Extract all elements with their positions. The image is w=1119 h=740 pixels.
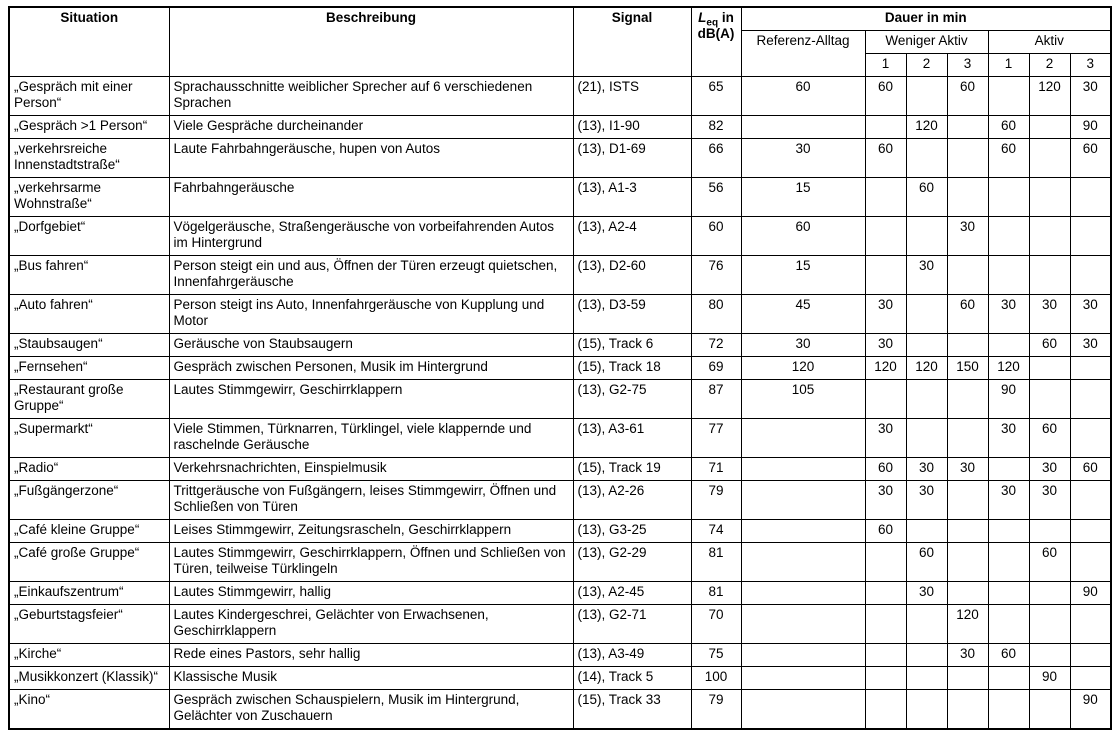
referenz-alltag-cell [741,605,865,644]
aktiv-3-cell [1070,520,1111,543]
weniger-aktiv-1-cell: 120 [865,357,906,380]
aktiv-3-cell: 90 [1070,582,1111,605]
referenz-alltag-cell [741,116,865,139]
aktiv-3-cell: 90 [1070,116,1111,139]
weniger-aktiv-1-cell [865,217,906,256]
aktiv-2-cell: 90 [1029,667,1070,690]
signal-cell: (13), D1-69 [573,139,691,178]
weniger-aktiv-1-cell: 30 [865,295,906,334]
aktiv-3-cell [1070,357,1111,380]
aktiv-3-cell [1070,380,1111,419]
beschreibung-cell: Vögelgeräusche, Straßengeräusche von vorbeifahrenden Autos im Hintergrund [169,217,573,256]
aktiv-1-cell: 30 [988,481,1029,520]
aktiv-2-cell: 30 [1029,481,1070,520]
aktiv-2-cell [1029,690,1070,730]
aktiv-3-cell [1070,667,1111,690]
col-header-signal: Signal [573,7,691,77]
aktiv-1-cell: 60 [988,139,1029,178]
signal-cell: (13), A1-3 [573,178,691,217]
signal-cell: (13), G2-75 [573,380,691,419]
leq-cell: 79 [691,481,741,520]
aktiv-3-cell [1070,217,1111,256]
aktiv-2-cell: 30 [1029,458,1070,481]
col-header-weniger-aktiv: Weniger Aktiv [865,31,988,54]
aktiv-2-cell [1029,357,1070,380]
weniger-aktiv-3-cell: 30 [947,644,988,667]
signal-cell: (13), A2-26 [573,481,691,520]
referenz-alltag-cell [741,419,865,458]
weniger-aktiv-2-cell [906,419,947,458]
col-header-beschreibung: Beschreibung [169,7,573,77]
aktiv-3-cell [1070,419,1111,458]
weniger-aktiv-2-cell: 60 [906,178,947,217]
weniger-aktiv-2-cell [906,295,947,334]
aktiv-3-cell: 30 [1070,334,1111,357]
weniger-aktiv-2-cell [906,520,947,543]
situation-cell: „verkehrsarme Wohnstraße“ [9,178,169,217]
aktiv-3-cell: 30 [1070,77,1111,116]
leq-unit: dB(A) [697,26,735,41]
beschreibung-cell: Fahrbahngeräusche [169,178,573,217]
beschreibung-cell: Lautes Stimmgewirr, hallig [169,582,573,605]
beschreibung-cell: Rede eines Pastors, sehr hallig [169,644,573,667]
table-row [9,116,1111,139]
referenz-alltag-cell: 120 [741,357,865,380]
weniger-aktiv-2-cell: 60 [906,543,947,582]
table-row [9,139,1111,178]
table-row [9,178,1111,217]
table-row [9,334,1111,357]
referenz-alltag-cell [741,582,865,605]
referenz-alltag-cell [741,690,865,730]
leq-cell: 77 [691,419,741,458]
referenz-alltag-cell: 30 [741,334,865,357]
situation-cell: „Restaurant große Gruppe“ [9,380,169,419]
leq-cell: 74 [691,520,741,543]
col-header-leq [691,7,741,77]
weniger-aktiv-2-cell [906,380,947,419]
aktiv-1-cell: 30 [988,295,1029,334]
col-header-referenz-alltag: Referenz-Alltag [741,31,865,77]
situation-cell: „Staubsaugen“ [9,334,169,357]
aktiv-1-cell [988,582,1029,605]
col-header-situation: Situation [9,7,169,77]
weniger-aktiv-1-cell: 60 [865,520,906,543]
signal-cell: (13), D2-60 [573,256,691,295]
leq-in-text: in [718,10,734,25]
col-header-aktiv: Aktiv [988,31,1111,54]
weniger-aktiv-2-cell [906,139,947,178]
leq-cell: 80 [691,295,741,334]
weniger-aktiv-2-cell [906,334,947,357]
weniger-aktiv-3-cell [947,178,988,217]
weniger-aktiv-3-cell: 30 [947,217,988,256]
situation-cell: „Café große Gruppe“ [9,543,169,582]
weniger-aktiv-2-cell: 30 [906,458,947,481]
signal-cell: (15), Track 19 [573,458,691,481]
aktiv-1-cell [988,605,1029,644]
referenz-alltag-cell: 60 [741,217,865,256]
referenz-alltag-cell [741,543,865,582]
situation-cell: „Gespräch >1 Person“ [9,116,169,139]
weniger-aktiv-1-cell [865,690,906,730]
weniger-aktiv-1-cell: 60 [865,458,906,481]
signal-cell: (13), A2-45 [573,582,691,605]
weniger-aktiv-2-cell: 120 [906,116,947,139]
aktiv-3-cell: 60 [1070,458,1111,481]
table-row [9,380,1111,419]
aktiv-3-cell [1070,605,1111,644]
beschreibung-cell: Lautes Stimmgewirr, Geschirrklappern [169,380,573,419]
aktiv-2-cell [1029,139,1070,178]
referenz-alltag-cell [741,667,865,690]
weniger-aktiv-1-cell: 60 [865,77,906,116]
weniger-aktiv-3-cell: 30 [947,458,988,481]
col-header-weniger-aktiv-2: 2 [906,54,947,77]
referenz-alltag-cell: 15 [741,178,865,217]
weniger-aktiv-1-cell: 60 [865,139,906,178]
beschreibung-cell: Viele Stimmen, Türknarren, Türklingel, viele klappernde und raschelnde Geräusche [169,419,573,458]
weniger-aktiv-1-cell: 30 [865,481,906,520]
weniger-aktiv-1-cell [865,582,906,605]
referenz-alltag-cell [741,644,865,667]
weniger-aktiv-3-cell [947,481,988,520]
col-header-weniger-aktiv-1: 1 [865,54,906,77]
aktiv-3-cell: 30 [1070,295,1111,334]
situation-cell: „Fußgängerzone“ [9,481,169,520]
weniger-aktiv-2-cell: 120 [906,357,947,380]
aktiv-2-cell: 60 [1029,543,1070,582]
weniger-aktiv-3-cell [947,690,988,730]
situation-cell: „Geburtstagsfeier“ [9,605,169,644]
table-row [9,357,1111,380]
leq-cell: 71 [691,458,741,481]
signal-cell: (15), Track 33 [573,690,691,730]
beschreibung-cell: Verkehrsnachrichten, Einspielmusik [169,458,573,481]
referenz-alltag-cell: 30 [741,139,865,178]
aktiv-1-cell [988,543,1029,582]
table-row [9,256,1111,295]
situation-cell: „Musikkonzert (Klassik)“ [9,667,169,690]
table-row [9,644,1111,667]
weniger-aktiv-2-cell [906,667,947,690]
beschreibung-cell: Lautes Kindergeschrei, Gelächter von Erwachsenen, Geschirrklappern [169,605,573,644]
table-row [9,605,1111,644]
table-row [9,667,1111,690]
weniger-aktiv-3-cell [947,116,988,139]
referenz-alltag-cell [741,520,865,543]
beschreibung-cell: Laute Fahrbahngeräusche, hupen von Autos [169,139,573,178]
table-row [9,690,1111,730]
aktiv-2-cell: 120 [1029,77,1070,116]
weniger-aktiv-1-cell [865,667,906,690]
aktiv-1-cell [988,334,1029,357]
table-row [9,458,1111,481]
weniger-aktiv-3-cell: 120 [947,605,988,644]
leq-cell: 82 [691,116,741,139]
beschreibung-cell: Geräusche von Staubsaugern [169,334,573,357]
col-header-weniger-aktiv-3: 3 [947,54,988,77]
situation-cell: „verkehrsreiche Innenstadtstraße“ [9,139,169,178]
header-row-1 [9,7,1111,31]
situation-cell: „Bus fahren“ [9,256,169,295]
signal-cell: (15), Track 18 [573,357,691,380]
table-body [9,77,1111,730]
aktiv-1-cell [988,667,1029,690]
referenz-alltag-cell [741,481,865,520]
table-row [9,419,1111,458]
aktiv-1-cell [988,217,1029,256]
leq-cell: 81 [691,543,741,582]
weniger-aktiv-3-cell [947,256,988,295]
situation-cell: „Auto fahren“ [9,295,169,334]
situation-cell: „Einkaufszentrum“ [9,582,169,605]
weniger-aktiv-2-cell [906,77,947,116]
table-row [9,217,1111,256]
aktiv-2-cell [1029,644,1070,667]
leq-cell: 100 [691,667,741,690]
beschreibung-cell: Lautes Stimmgewirr, Geschirrklappern, Öffnen und Schließen von Türen, teilweise Türklingeln [169,543,573,582]
beschreibung-cell: Person steigt ins Auto, Innenfahrgeräusche von Kupplung und Motor [169,295,573,334]
signal-cell: (13), I1-90 [573,116,691,139]
col-header-aktiv-1: 1 [988,54,1029,77]
referenz-alltag-cell [741,458,865,481]
aktiv-1-cell: 60 [988,116,1029,139]
leq-cell: 81 [691,582,741,605]
weniger-aktiv-1-cell [865,543,906,582]
weniger-aktiv-3-cell [947,334,988,357]
signal-cell: (14), Track 5 [573,667,691,690]
leq-cell: 65 [691,77,741,116]
leq-cell: 69 [691,357,741,380]
signal-cell: (13), G2-29 [573,543,691,582]
aktiv-2-cell [1029,217,1070,256]
aktiv-1-cell [988,690,1029,730]
beschreibung-cell: Leises Stimmgewirr, Zeitungsrascheln, Geschirrklappern [169,520,573,543]
weniger-aktiv-3-cell: 60 [947,295,988,334]
table-row [9,520,1111,543]
weniger-aktiv-3-cell [947,520,988,543]
weniger-aktiv-2-cell [906,605,947,644]
aktiv-2-cell [1029,178,1070,217]
situation-cell: „Café kleine Gruppe“ [9,520,169,543]
weniger-aktiv-3-cell [947,139,988,178]
col-header-aktiv-3: 3 [1070,54,1111,77]
signal-cell: (13), G3-25 [573,520,691,543]
col-header-dauer: Dauer in min [741,7,1111,31]
referenz-alltag-cell: 60 [741,77,865,116]
table-row [9,582,1111,605]
col-header-aktiv-2: 2 [1029,54,1070,77]
beschreibung-cell: Trittgeräusche von Fußgängern, leises Stimmgewirr, Öffnen und Schließen von Türen [169,481,573,520]
weniger-aktiv-2-cell [906,644,947,667]
weniger-aktiv-3-cell [947,543,988,582]
aktiv-3-cell [1070,543,1111,582]
table-row [9,77,1111,116]
aktiv-1-cell [988,77,1029,116]
referenz-alltag-cell: 105 [741,380,865,419]
aktiv-3-cell: 60 [1070,139,1111,178]
leq-cell: 70 [691,605,741,644]
leq-cell: 75 [691,644,741,667]
weniger-aktiv-3-cell [947,380,988,419]
weniger-aktiv-3-cell: 150 [947,357,988,380]
aktiv-2-cell [1029,520,1070,543]
signal-cell: (13), A3-61 [573,419,691,458]
signal-cell: (13), G2-71 [573,605,691,644]
signal-cell: (13), D3-59 [573,295,691,334]
aktiv-1-cell: 60 [988,644,1029,667]
leq-subscript: eq [706,17,719,29]
aktiv-2-cell [1029,605,1070,644]
aktiv-1-cell: 30 [988,419,1029,458]
beschreibung-cell: Sprachausschnitte weiblicher Sprecher auf 6 verschiedenen Sprachen [169,77,573,116]
situation-cell: „Kino“ [9,690,169,730]
aktiv-2-cell: 60 [1029,419,1070,458]
beschreibung-cell: Gespräch zwischen Personen, Musik im Hintergrund [169,357,573,380]
beschreibung-cell: Viele Gespräche durcheinander [169,116,573,139]
aktiv-2-cell [1029,582,1070,605]
situation-cell: „Gespräch mit einer Person“ [9,77,169,116]
aktiv-3-cell [1070,644,1111,667]
aktiv-1-cell: 90 [988,380,1029,419]
aktiv-1-cell [988,520,1029,543]
leq-cell: 72 [691,334,741,357]
leq-cell: 79 [691,690,741,730]
weniger-aktiv-3-cell [947,667,988,690]
weniger-aktiv-1-cell: 30 [865,419,906,458]
table-row [9,481,1111,520]
aktiv-1-cell: 120 [988,357,1029,380]
aktiv-3-cell [1070,481,1111,520]
signal-cell: (13), A3-49 [573,644,691,667]
aktiv-1-cell [988,458,1029,481]
aktiv-3-cell: 90 [1070,690,1111,730]
weniger-aktiv-2-cell: 30 [906,481,947,520]
table-header [9,7,1111,77]
signal-cell: (15), Track 6 [573,334,691,357]
aktiv-1-cell [988,256,1029,295]
aktiv-2-cell [1029,116,1070,139]
signal-cell: (21), ISTS [573,77,691,116]
signal-cell: (13), A2-4 [573,217,691,256]
aktiv-3-cell [1070,178,1111,217]
referenz-alltag-cell: 45 [741,295,865,334]
table-row [9,543,1111,582]
weniger-aktiv-1-cell [865,256,906,295]
weniger-aktiv-1-cell: 30 [865,334,906,357]
leq-cell: 66 [691,139,741,178]
weniger-aktiv-2-cell: 30 [906,582,947,605]
referenz-alltag-cell: 15 [741,256,865,295]
situation-cell: „Radio“ [9,458,169,481]
leq-symbol: L [698,10,707,25]
weniger-aktiv-3-cell [947,419,988,458]
aktiv-2-cell [1029,256,1070,295]
aktiv-2-cell [1029,380,1070,419]
aktiv-3-cell [1070,256,1111,295]
aktiv-1-cell [988,178,1029,217]
leq-cell: 76 [691,256,741,295]
leq-cell: 56 [691,178,741,217]
situation-cell: „Kirche“ [9,644,169,667]
situation-cell: „Supermarkt“ [9,419,169,458]
table-row [9,295,1111,334]
weniger-aktiv-2-cell [906,217,947,256]
weniger-aktiv-1-cell [865,644,906,667]
aktiv-2-cell: 30 [1029,295,1070,334]
leq-cell: 60 [691,217,741,256]
weniger-aktiv-2-cell [906,690,947,730]
weniger-aktiv-1-cell [865,605,906,644]
beschreibung-cell: Klassische Musik [169,667,573,690]
weniger-aktiv-2-cell: 30 [906,256,947,295]
situation-cell: „Dorfgebiet“ [9,217,169,256]
beschreibung-cell: Person steigt ein und aus, Öffnen der Türen erzeugt quietschen, Innenfahrgeräusche [169,256,573,295]
weniger-aktiv-1-cell [865,380,906,419]
weniger-aktiv-3-cell [947,582,988,605]
weniger-aktiv-1-cell [865,178,906,217]
situations-table [8,6,1112,730]
situation-cell: „Fernsehen“ [9,357,169,380]
beschreibung-cell: Gespräch zwischen Schauspielern, Musik im Hintergrund, Gelächter von Zuschauern [169,690,573,730]
weniger-aktiv-3-cell: 60 [947,77,988,116]
weniger-aktiv-1-cell [865,116,906,139]
leq-cell: 87 [691,380,741,419]
aktiv-2-cell: 60 [1029,334,1070,357]
